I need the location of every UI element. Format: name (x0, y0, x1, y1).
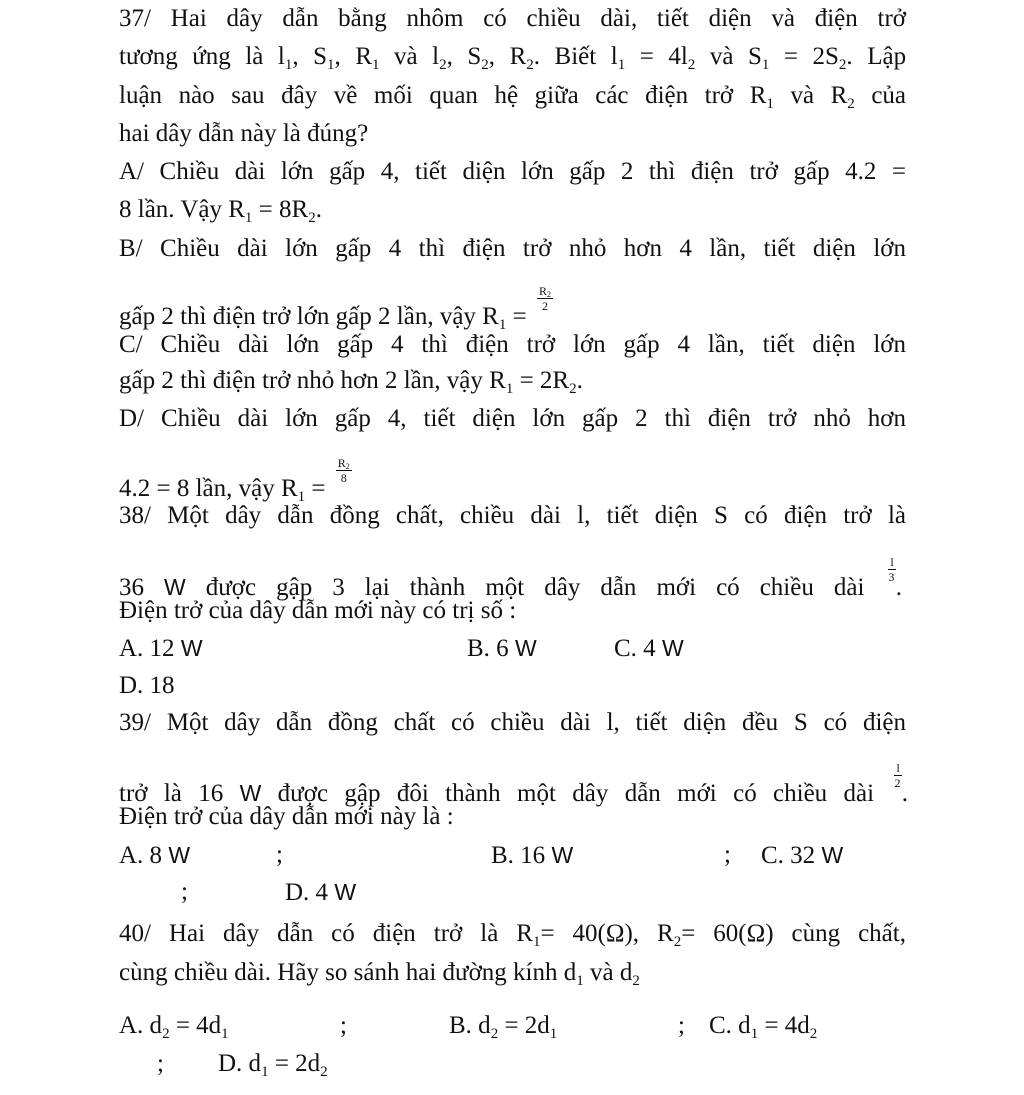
q37-line-2: tương ứng là $l_1$, $S_1$, $R_1$ và $l_2$, $S_2$, $R_2$. Biết $l_1 = 4l_2$ và $S_1 = 2S_2$. Lập (119, 43, 907, 73)
q39-line-2: trở là 16 W được gập đôi thành một dây dẫn mới có chiều dài $\frac{l}{2}$ . (119, 761, 909, 807)
q37-option-b-line-2: gấp 2 thì điện trở lớn gấp 2 lần, vậy $R_1$ = $\frac{R_2}{2}$ (119, 284, 551, 333)
q39-option-d: D. 4 W (285, 879, 357, 906)
q39-separator: ; (724, 841, 731, 868)
q40-separator: ; (157, 1050, 164, 1077)
q39-line-1: 39/ Một dây dẫn đồng chất có chiều dài l, tiết diện đều S có điện (119, 709, 906, 736)
l-over-2-fraction: $\frac{l}{2}$ (894, 761, 901, 790)
q38-line-3: Điện trở của dây dẫn mới này có trị số : (119, 597, 517, 624)
q40-option-a: A. $d_2 = 4d_1$ (119, 1012, 229, 1042)
q39-line-3: Điện trở của dây dẫn mới này là : (119, 803, 454, 830)
r2-over-2-fraction: $\frac{R_2}{2}$ (538, 284, 551, 313)
q40-line-1: 40/ Hai dây dẫn có điện trở là $R_1= 40(\Omega)$, $R_2= 60(\Omega)$ cùng chất, (119, 920, 906, 950)
q37-option-a-line-1: A/ Chiều dài lớn gấp 4, tiết diện lớn gấp 2 thì điện trở gấp 4.2 = (119, 158, 906, 185)
q38-line-1: 38/ Một dây dẫn đồng chất, chiều dài l, tiết diện S có điện trở là (119, 502, 906, 529)
l-over-3-fraction: $\frac{l}{3}$ (888, 555, 895, 584)
q37-option-c-line-2: gấp 2 thì điện trở nhỏ hơn 2 lần, vậy $R_1 = 2R_2$. (119, 367, 583, 397)
q40-option-b: B. $d_2 = 2d_1$ (449, 1012, 558, 1042)
r2-over-8-fraction: $\frac{R_2}{8}$ (337, 456, 350, 485)
q39-separator: ; (276, 841, 283, 868)
q37-line-3: luận nào sau đây về mối quan hệ giữa các điện trở $R_1$ và $R_2$ của (119, 82, 907, 112)
q40-separator: ; (678, 1012, 685, 1039)
q39-option-c: C. 32 W (761, 842, 844, 869)
q37-option-a-line-2: 8 lần. Vậy $R_1 = 8R_2$. (119, 196, 322, 226)
q40-separator: ; (340, 1012, 347, 1039)
q37-option-d-line-1: D/ Chiều dài lớn gấp 4, tiết diện lớn gấp 2 thì điện trở nhỏ hơn (119, 405, 906, 432)
q38-option-a: A. 12 W (119, 635, 203, 662)
q39-option-a: A. 8 W (119, 842, 191, 869)
q38-line-2: 36 W được gập 3 lại thành một dây dẫn mới có chiều dài $\frac{l}{3}$ . (119, 555, 902, 601)
q37-option-c-line-1: C/ Chiều dài lớn gấp 4 thì điện trở lớn gấp 4 lần, tiết diện lớn (119, 331, 906, 358)
q38-option-b: B. 6 W (467, 635, 537, 662)
q37-line-4: hai dây dẫn này là đúng? (119, 120, 369, 147)
q39-separator: ; (181, 878, 188, 905)
q40-option-d: D. $d_1 = 2d_2$ (218, 1050, 328, 1080)
q38-option-d: D. 18 (119, 672, 175, 699)
q37-line-1: 37/ Hai dây dẫn bằng nhôm có chiều dài, tiết diện và điện trở (119, 5, 906, 32)
q40-line-2: cùng chiều dài. Hãy so sánh hai đường kính $d_1$ và $d_2$ (119, 959, 640, 989)
q40-option-c: C. $d_1 = 4d_2$ (709, 1012, 818, 1042)
q37-option-b-line-1: B/ Chiều dài lớn gấp 4 thì điện trở nhỏ hơn 4 lần, tiết diện lớn (119, 235, 906, 262)
q39-option-b: B. 16 W (491, 842, 574, 869)
q38-option-c: C. 4 W (614, 635, 684, 662)
q37-option-d-line-2: 4.2 = 8 lần, vậy $R_1$ = $\frac{R_2}{8}$ (119, 456, 350, 505)
